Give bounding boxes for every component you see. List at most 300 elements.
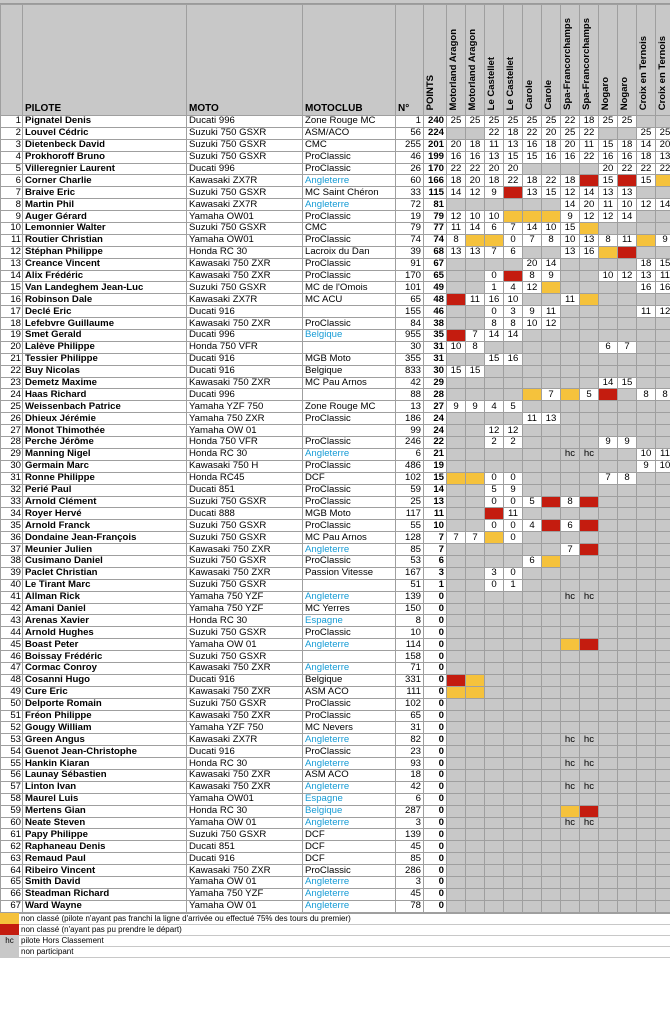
race-result-cell (561, 877, 580, 889)
header-race-label: Spa-Francorchamps (581, 18, 592, 110)
pilot-cell: Ward Wayne (23, 900, 187, 912)
race-result-cell (447, 496, 466, 508)
race-result-cell (523, 758, 542, 770)
race-result-cell (523, 651, 542, 663)
race-result-cell (637, 888, 656, 900)
race-result-cell (523, 900, 542, 912)
race-result-cell (523, 674, 542, 686)
race-result-cell (618, 841, 637, 853)
race-result-cell (542, 282, 561, 294)
race-result-cell (447, 603, 466, 615)
race-result-cell (656, 353, 670, 365)
race-result-cell: hc (580, 758, 599, 770)
race-result-cell (637, 567, 656, 579)
race-result-cell (637, 746, 656, 758)
race-result-cell (447, 460, 466, 472)
number-cell: 26 (396, 163, 424, 175)
motoclub-cell: Espagne (303, 615, 396, 627)
race-result-cell: 20 (447, 139, 466, 151)
race-result-cell: 2 (485, 437, 504, 449)
race-result-cell (637, 496, 656, 508)
race-result-cell (656, 698, 670, 710)
race-result-cell (466, 734, 485, 746)
race-result-cell (447, 472, 466, 484)
race-result-cell (580, 722, 599, 734)
race-result-cell: 0 (504, 520, 523, 532)
pilot-cell: Lefebvre Guillaume (23, 318, 187, 330)
race-result-cell (656, 877, 670, 889)
race-result-cell (485, 460, 504, 472)
table-row (1, 627, 670, 639)
pilot-cell: Mertens Gian (23, 805, 187, 817)
motoclub-cell: ProClassic (303, 865, 396, 877)
race-result-cell (637, 662, 656, 674)
points-cell: 224 (424, 127, 447, 139)
race-result-cell: 14 (523, 223, 542, 235)
rank-cell: 62 (1, 841, 23, 853)
number-cell: 355 (396, 353, 424, 365)
race-result-cell (599, 615, 618, 627)
race-result-cell (485, 603, 504, 615)
pilot-cell: Villeregnier Laurent (23, 163, 187, 175)
rank-cell: 51 (1, 710, 23, 722)
race-result-cell (656, 615, 670, 627)
race-result-cell (599, 698, 618, 710)
table-row (1, 484, 670, 496)
race-result-cell (485, 817, 504, 829)
race-result-cell (561, 746, 580, 758)
legend-text: non classé (n'ayant pas pu prendre le départ) (21, 925, 182, 935)
motoclub-cell (303, 341, 396, 353)
pilot-cell: Meunier Julien (23, 544, 187, 556)
moto-cell: Kawasaki 750 ZXR (187, 662, 303, 674)
race-result-cell: 2 (504, 437, 523, 449)
race-result-cell (656, 710, 670, 722)
race-result-cell: 16 (504, 353, 523, 365)
race-result-cell (656, 472, 670, 484)
race-result-cell (618, 627, 637, 639)
motoclub-cell: Espagne (303, 793, 396, 805)
table-row (1, 829, 670, 841)
race-result-cell (599, 389, 618, 401)
race-result-cell (637, 508, 656, 520)
race-result-cell (542, 199, 561, 211)
race-result-cell (447, 615, 466, 627)
race-result-cell (656, 853, 670, 865)
points-cell: 3 (424, 567, 447, 579)
table-row (1, 853, 670, 865)
race-result-cell (466, 769, 485, 781)
moto-cell: Kawasaki 750 ZXR (187, 270, 303, 282)
moto-cell: Honda 750 VFR (187, 437, 303, 449)
race-result-cell (618, 496, 637, 508)
race-result-cell: 12 (656, 306, 670, 318)
rank-cell: 14 (1, 270, 23, 282)
race-result-cell: 15 (466, 365, 485, 377)
race-result-cell (561, 306, 580, 318)
pilot-cell: Gougy William (23, 722, 187, 734)
race-result-cell (542, 817, 561, 829)
race-result-cell (656, 211, 670, 223)
race-result-cell (523, 246, 542, 258)
table-row (1, 662, 670, 674)
race-result-cell: 8 (637, 389, 656, 401)
race-result-cell: 11 (656, 448, 670, 460)
points-cell: 0 (424, 734, 447, 746)
race-result-cell (485, 639, 504, 651)
race-result-cell (523, 341, 542, 353)
points-cell: 28 (424, 389, 447, 401)
motoclub-cell: Angleterre (303, 900, 396, 912)
rank-cell: 56 (1, 769, 23, 781)
race-result-cell (447, 270, 466, 282)
pilot-cell: Perche Jérôme (23, 437, 187, 449)
race-result-cell (485, 877, 504, 889)
race-result-cell (656, 865, 670, 877)
points-cell: 199 (424, 151, 447, 163)
race-result-cell (580, 698, 599, 710)
header-race-10 (618, 5, 637, 116)
race-result-cell (637, 853, 656, 865)
motoclub-cell: CMC (303, 223, 396, 235)
table-row (1, 555, 670, 567)
race-result-cell (523, 793, 542, 805)
table-row (1, 781, 670, 793)
race-result-cell (466, 710, 485, 722)
race-result-cell (561, 567, 580, 579)
rank-cell: 59 (1, 805, 23, 817)
race-result-cell (618, 686, 637, 698)
pilot-cell: Fréon Philippe (23, 710, 187, 722)
race-result-cell (542, 722, 561, 734)
race-result-cell (485, 746, 504, 758)
table-row (1, 805, 670, 817)
number-cell: 246 (396, 437, 424, 449)
race-result-cell (466, 627, 485, 639)
points-cell: 22 (424, 437, 447, 449)
race-result-cell (580, 258, 599, 270)
pilot-cell: Arnold Clément (23, 496, 187, 508)
race-result-cell (561, 674, 580, 686)
number-cell: 486 (396, 460, 424, 472)
number-cell: 10 (396, 627, 424, 639)
race-result-cell (542, 508, 561, 520)
moto-cell: Suzuki 750 GSXR (187, 139, 303, 151)
race-result-cell: 0 (485, 579, 504, 591)
race-result-cell: 13 (542, 413, 561, 425)
race-result-cell: hc (580, 817, 599, 829)
points-cell: 65 (424, 270, 447, 282)
rank-cell: 63 (1, 853, 23, 865)
race-result-cell: 8 (599, 234, 618, 246)
race-result-cell: 15 (485, 353, 504, 365)
race-result-cell (523, 401, 542, 413)
race-result-cell: 1 (504, 579, 523, 591)
race-result-cell (656, 246, 670, 258)
race-result-cell (485, 674, 504, 686)
race-result-cell (466, 591, 485, 603)
points-cell: 0 (424, 853, 447, 865)
race-result-cell (599, 662, 618, 674)
race-result-cell: 1 (485, 282, 504, 294)
moto-cell: Suzuki 750 GSXR (187, 829, 303, 841)
race-result-cell (561, 603, 580, 615)
race-result-cell (618, 900, 637, 912)
header-pilote: PILOTE (23, 5, 187, 116)
race-result-cell (447, 318, 466, 330)
moto-cell: Suzuki 750 GSXR (187, 496, 303, 508)
number-cell: 78 (396, 900, 424, 912)
race-result-cell (523, 710, 542, 722)
race-result-cell (637, 223, 656, 235)
motoclub-cell: Angleterre (303, 662, 396, 674)
race-result-cell: 20 (599, 163, 618, 175)
race-result-cell: 7 (466, 330, 485, 342)
race-result-cell (485, 662, 504, 674)
race-result-cell (599, 674, 618, 686)
race-result-cell: 11 (504, 508, 523, 520)
pilot-cell: Prokhoroff Bruno (23, 151, 187, 163)
table-row (1, 900, 670, 912)
race-result-cell: 14 (466, 223, 485, 235)
race-result-cell (485, 615, 504, 627)
table-row (1, 722, 670, 734)
points-cell: 67 (424, 258, 447, 270)
rank-cell: 1 (1, 116, 23, 128)
race-result-cell (561, 865, 580, 877)
race-result-cell: 11 (466, 294, 485, 306)
race-result-cell: hc (561, 758, 580, 770)
moto-cell: Suzuki 750 GSXR (187, 151, 303, 163)
number-cell: 53 (396, 555, 424, 567)
race-result-cell (523, 781, 542, 793)
points-cell: 49 (424, 282, 447, 294)
points-cell: 240 (424, 116, 447, 128)
race-result-cell (618, 365, 637, 377)
race-result-cell (466, 448, 485, 460)
race-result-cell (580, 520, 599, 532)
race-result-cell: 14 (485, 330, 504, 342)
race-result-cell: 14 (542, 258, 561, 270)
moto-cell: Kawasaki 750 ZXR (187, 544, 303, 556)
race-result-cell (637, 365, 656, 377)
race-result-cell (637, 639, 656, 651)
number-cell: 287 (396, 805, 424, 817)
race-result-cell (504, 769, 523, 781)
moto-cell: Honda RC 30 (187, 448, 303, 460)
race-result-cell (656, 746, 670, 758)
race-result-cell (618, 353, 637, 365)
race-result-cell (485, 544, 504, 556)
race-result-cell (618, 413, 637, 425)
moto-cell: Ducati 916 (187, 674, 303, 686)
points-cell: 0 (424, 888, 447, 900)
table-row (1, 472, 670, 484)
race-result-cell (504, 841, 523, 853)
points-cell: 48 (424, 294, 447, 306)
moto-cell: Suzuki 750 GSXR (187, 223, 303, 235)
race-result-cell (485, 710, 504, 722)
motoclub-cell: ASM ACO (303, 769, 396, 781)
moto-cell: Kawasaki ZX7R (187, 294, 303, 306)
rank-cell: 19 (1, 330, 23, 342)
race-result-cell (599, 413, 618, 425)
race-result-cell (542, 341, 561, 353)
race-result-cell: 9 (618, 437, 637, 449)
rank-cell: 50 (1, 698, 23, 710)
race-result-cell (523, 865, 542, 877)
number-cell: 101 (396, 282, 424, 294)
race-result-cell: 7 (485, 246, 504, 258)
rank-cell: 35 (1, 520, 23, 532)
pilot-cell: Arnold Hughes (23, 627, 187, 639)
race-result-cell: 10 (542, 223, 561, 235)
race-result-cell (656, 365, 670, 377)
rank-cell: 25 (1, 401, 23, 413)
race-result-cell (656, 817, 670, 829)
pilot-cell: Remaud Paul (23, 853, 187, 865)
race-result-cell (561, 282, 580, 294)
pilot-cell: Martin Phil (23, 199, 187, 211)
pilot-cell: Routier Christian (23, 234, 187, 246)
race-result-cell (637, 829, 656, 841)
race-result-cell (637, 544, 656, 556)
race-result-cell: 13 (637, 270, 656, 282)
race-result-cell (542, 163, 561, 175)
race-result-cell (561, 532, 580, 544)
moto-cell: Honda RC 30 (187, 758, 303, 770)
race-result-cell (599, 758, 618, 770)
race-result-cell: 14 (580, 187, 599, 199)
motoclub-cell: ProClassic (303, 496, 396, 508)
race-result-cell (466, 900, 485, 912)
header-race-label: Spa-Francorchamps (562, 18, 573, 110)
race-result-cell (618, 246, 637, 258)
table-row (1, 603, 670, 615)
motoclub-cell: ProClassic (303, 318, 396, 330)
table-row (1, 544, 670, 556)
table-row (1, 282, 670, 294)
race-result-cell (599, 282, 618, 294)
race-result-cell (637, 627, 656, 639)
rank-cell: 60 (1, 817, 23, 829)
points-cell: 0 (424, 591, 447, 603)
number-cell: 84 (396, 318, 424, 330)
race-result-cell: 11 (523, 413, 542, 425)
race-result-cell: 22 (580, 127, 599, 139)
race-result-cell: 15 (561, 223, 580, 235)
race-result-cell: 12 (485, 425, 504, 437)
header-race-8 (580, 5, 599, 116)
race-result-cell (599, 639, 618, 651)
table-row (1, 199, 670, 211)
pilot-cell: Lalève Philippe (23, 341, 187, 353)
race-result-cell (485, 805, 504, 817)
number-cell: 102 (396, 698, 424, 710)
race-result-cell (485, 389, 504, 401)
race-result-cell (561, 662, 580, 674)
table-row (1, 651, 670, 663)
table-row (1, 746, 670, 758)
race-result-cell (599, 853, 618, 865)
race-result-cell (599, 686, 618, 698)
points-cell: 81 (424, 199, 447, 211)
table-row (1, 793, 670, 805)
race-result-cell (542, 448, 561, 460)
race-result-cell (542, 330, 561, 342)
race-result-cell: 16 (618, 151, 637, 163)
race-result-cell: hc (561, 448, 580, 460)
race-result-cell (561, 651, 580, 663)
race-result-cell: 6 (485, 223, 504, 235)
race-result-cell (523, 567, 542, 579)
table-row (1, 579, 670, 591)
number-cell: 51 (396, 579, 424, 591)
number-cell: 186 (396, 413, 424, 425)
race-result-cell (561, 425, 580, 437)
race-result-cell: 10 (485, 211, 504, 223)
table-row (1, 877, 670, 889)
number-cell: 60 (396, 175, 424, 187)
pilot-cell: Robinson Dale (23, 294, 187, 306)
rank-cell: 34 (1, 508, 23, 520)
moto-cell: Ducati 916 (187, 365, 303, 377)
table-row (1, 116, 670, 128)
number-cell: 33 (396, 187, 424, 199)
pilot-cell: Neate Steven (23, 817, 187, 829)
race-result-cell (523, 532, 542, 544)
points-cell: 0 (424, 651, 447, 663)
motoclub-cell: DCF (303, 472, 396, 484)
race-result-cell (466, 508, 485, 520)
header-race-label: Croix en Ternois (638, 35, 649, 110)
race-result-cell (580, 377, 599, 389)
moto-cell: Yamaha OW 01 (187, 877, 303, 889)
points-cell: 0 (424, 829, 447, 841)
race-result-cell (447, 722, 466, 734)
race-result-cell (485, 199, 504, 211)
race-result-cell (580, 865, 599, 877)
race-result-cell: 14 (447, 187, 466, 199)
pilot-cell: Royer Hervé (23, 508, 187, 520)
number-cell: 139 (396, 829, 424, 841)
race-result-cell: 16 (466, 151, 485, 163)
race-result-cell (637, 318, 656, 330)
number-cell: 72 (396, 199, 424, 211)
race-result-cell (580, 437, 599, 449)
race-result-cell (618, 662, 637, 674)
race-result-cell (580, 651, 599, 663)
race-result-cell: 16 (580, 246, 599, 258)
race-result-cell (656, 686, 670, 698)
pilot-cell: Smet Gerald (23, 330, 187, 342)
race-result-cell: 22 (580, 151, 599, 163)
moto-cell: Yamaha OW 01 (187, 639, 303, 651)
pilot-cell: Cusimano Daniel (23, 555, 187, 567)
race-result-cell (485, 769, 504, 781)
pilot-cell: Paclet Christian (23, 567, 187, 579)
race-result-cell (637, 591, 656, 603)
moto-cell: Yamaha OW 01 (187, 425, 303, 437)
race-result-cell (656, 781, 670, 793)
race-result-cell (599, 829, 618, 841)
rank-cell: 58 (1, 793, 23, 805)
race-result-cell (447, 758, 466, 770)
race-result-cell (523, 211, 542, 223)
race-result-cell (618, 888, 637, 900)
race-result-cell: 5 (523, 496, 542, 508)
race-result-cell: 13 (656, 151, 670, 163)
